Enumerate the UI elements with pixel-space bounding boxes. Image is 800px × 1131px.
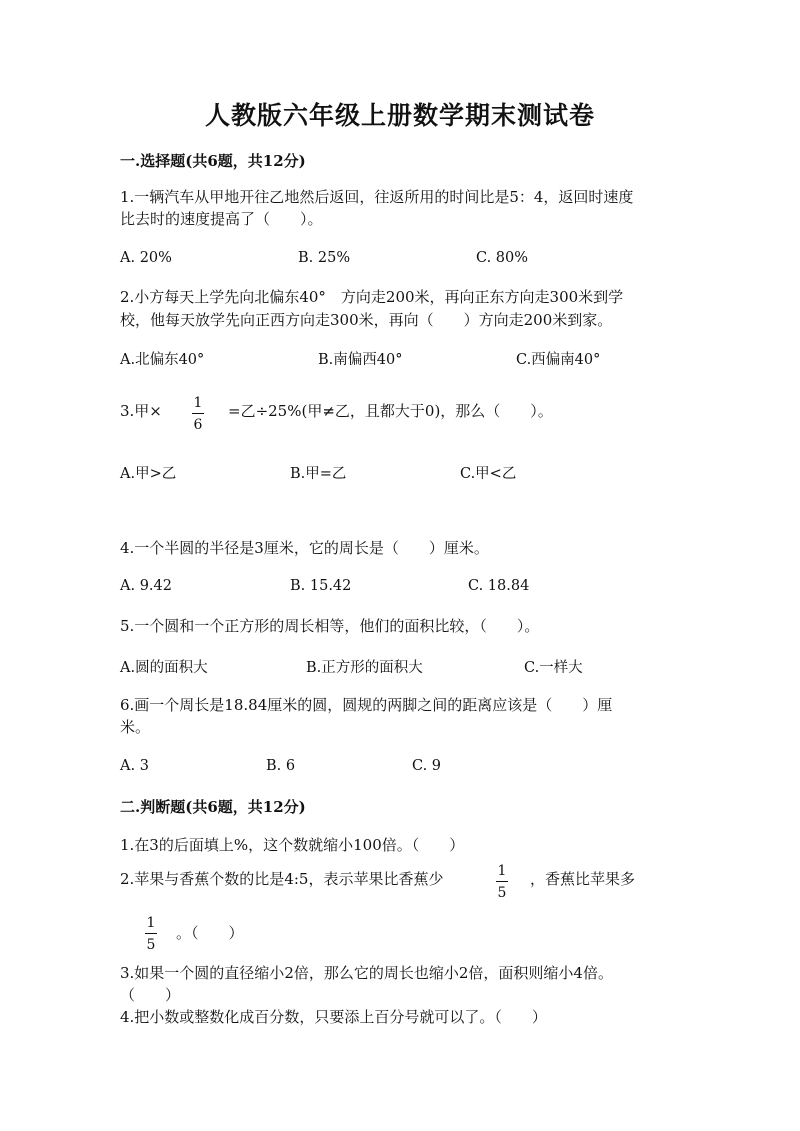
question-1-line-1: 1.一辆汽车从甲地开往乙地然后返回，往返所用的时间比是5：4，返回时速度 [120, 188, 634, 206]
question-3-option-c: C.甲<乙 [460, 466, 517, 482]
fraction-bar [145, 933, 157, 934]
question-3-fraction [192, 396, 204, 432]
section-heading-choice: 一.选择题(共6题，共12分) [120, 152, 306, 170]
question-5-option-c: C.一样大 [524, 660, 583, 676]
question-1-line-2: 比去时的速度提高了（ ）。 [120, 210, 323, 228]
question-4-option-c: C. 18.84 [468, 578, 530, 594]
section-heading-judgement: 二.判断题(共6题，共12分) [120, 798, 306, 816]
fraction-numerator: 1 [193, 395, 203, 411]
judgement-1: 1.在3的后面填上%，这个数就缩小100倍。（ ） [120, 836, 465, 854]
judgement-2-fraction-1 [496, 864, 508, 900]
question-3-option-b: B.甲=乙 [290, 466, 347, 482]
fraction-numerator: 1 [146, 915, 156, 931]
fraction-bar [192, 413, 204, 414]
judgement-2-suffix: 。（ ） [176, 924, 244, 942]
question-2-option-a: A.北偏东40° [120, 352, 205, 368]
page-title: 人教版六年级上册数学期末测试卷 [204, 101, 595, 130]
question-6-option-c: C. 9 [412, 758, 442, 774]
question-2-line-2: 校，他每天放学先向正西方向走300米，再向（ ）方向走200米到家。 [120, 311, 613, 329]
question-2-option-b: B.南偏西40° [318, 352, 403, 368]
judgement-2-prefix: 2.苹果与香蕉个数的比是4:5，表示苹果比香蕉少 [120, 870, 444, 888]
question-3-option-a: A.甲>乙 [120, 466, 177, 482]
question-2-option-c: C.西偏南40° [516, 352, 601, 368]
question-5-option-b: B.正方形的面积大 [306, 660, 423, 676]
question-6-line-1: 6.画一个周长是18.84厘米的圆，圆规的两脚之间的距离应该是（ ）厘 [120, 696, 613, 714]
question-4-option-a: A. 9.42 [120, 578, 172, 594]
question-4-line-1: 4.一个半圆的半径是3厘米，它的周长是（ ）厘米。 [120, 539, 489, 557]
fraction-bar [496, 881, 508, 882]
question-1-option-b: B. 25% [298, 250, 351, 266]
fraction-denominator: 5 [146, 937, 156, 953]
judgement-3-line-1: 3.如果一个圆的直径缩小2倍，那么它的周长也缩小2倍，面积则缩小4倍。 [120, 964, 613, 982]
question-1-option-c: C. 80% [476, 250, 529, 266]
question-3-suffix: =乙÷25%(甲≠乙，且都大于0)，那么（ ）。 [228, 402, 553, 420]
question-4-option-b: B. 15.42 [290, 578, 352, 594]
fraction-denominator: 6 [193, 417, 203, 433]
fraction-denominator: 5 [497, 885, 507, 901]
judgement-3-line-2: （ ） [120, 986, 181, 1004]
question-6-option-b: B. 6 [266, 758, 296, 774]
question-3-prefix: 3.甲× [120, 402, 162, 420]
question-6-option-a: A. 3 [120, 758, 149, 774]
judgement-2-fraction-2 [145, 916, 157, 952]
judgement-4: 4.把小数或整数化成百分数，只要添上百分号就可以了。（ ） [120, 1008, 547, 1026]
question-1-option-a: A. 20% [120, 250, 172, 266]
question-5-option-a: A.圆的面积大 [120, 660, 208, 676]
judgement-2-middle: ，香蕉比苹果多 [530, 870, 636, 888]
question-5-line-1: 5.一个圆和一个正方形的周长相等，他们的面积比较，（ ）。 [120, 617, 540, 635]
question-2-line-1: 2.小方每天上学先向北偏东40° 方向走200米，再向正东方向走300米到学 [120, 288, 624, 306]
fraction-numerator: 1 [497, 863, 507, 879]
question-6-line-2: 米。 [120, 718, 151, 736]
